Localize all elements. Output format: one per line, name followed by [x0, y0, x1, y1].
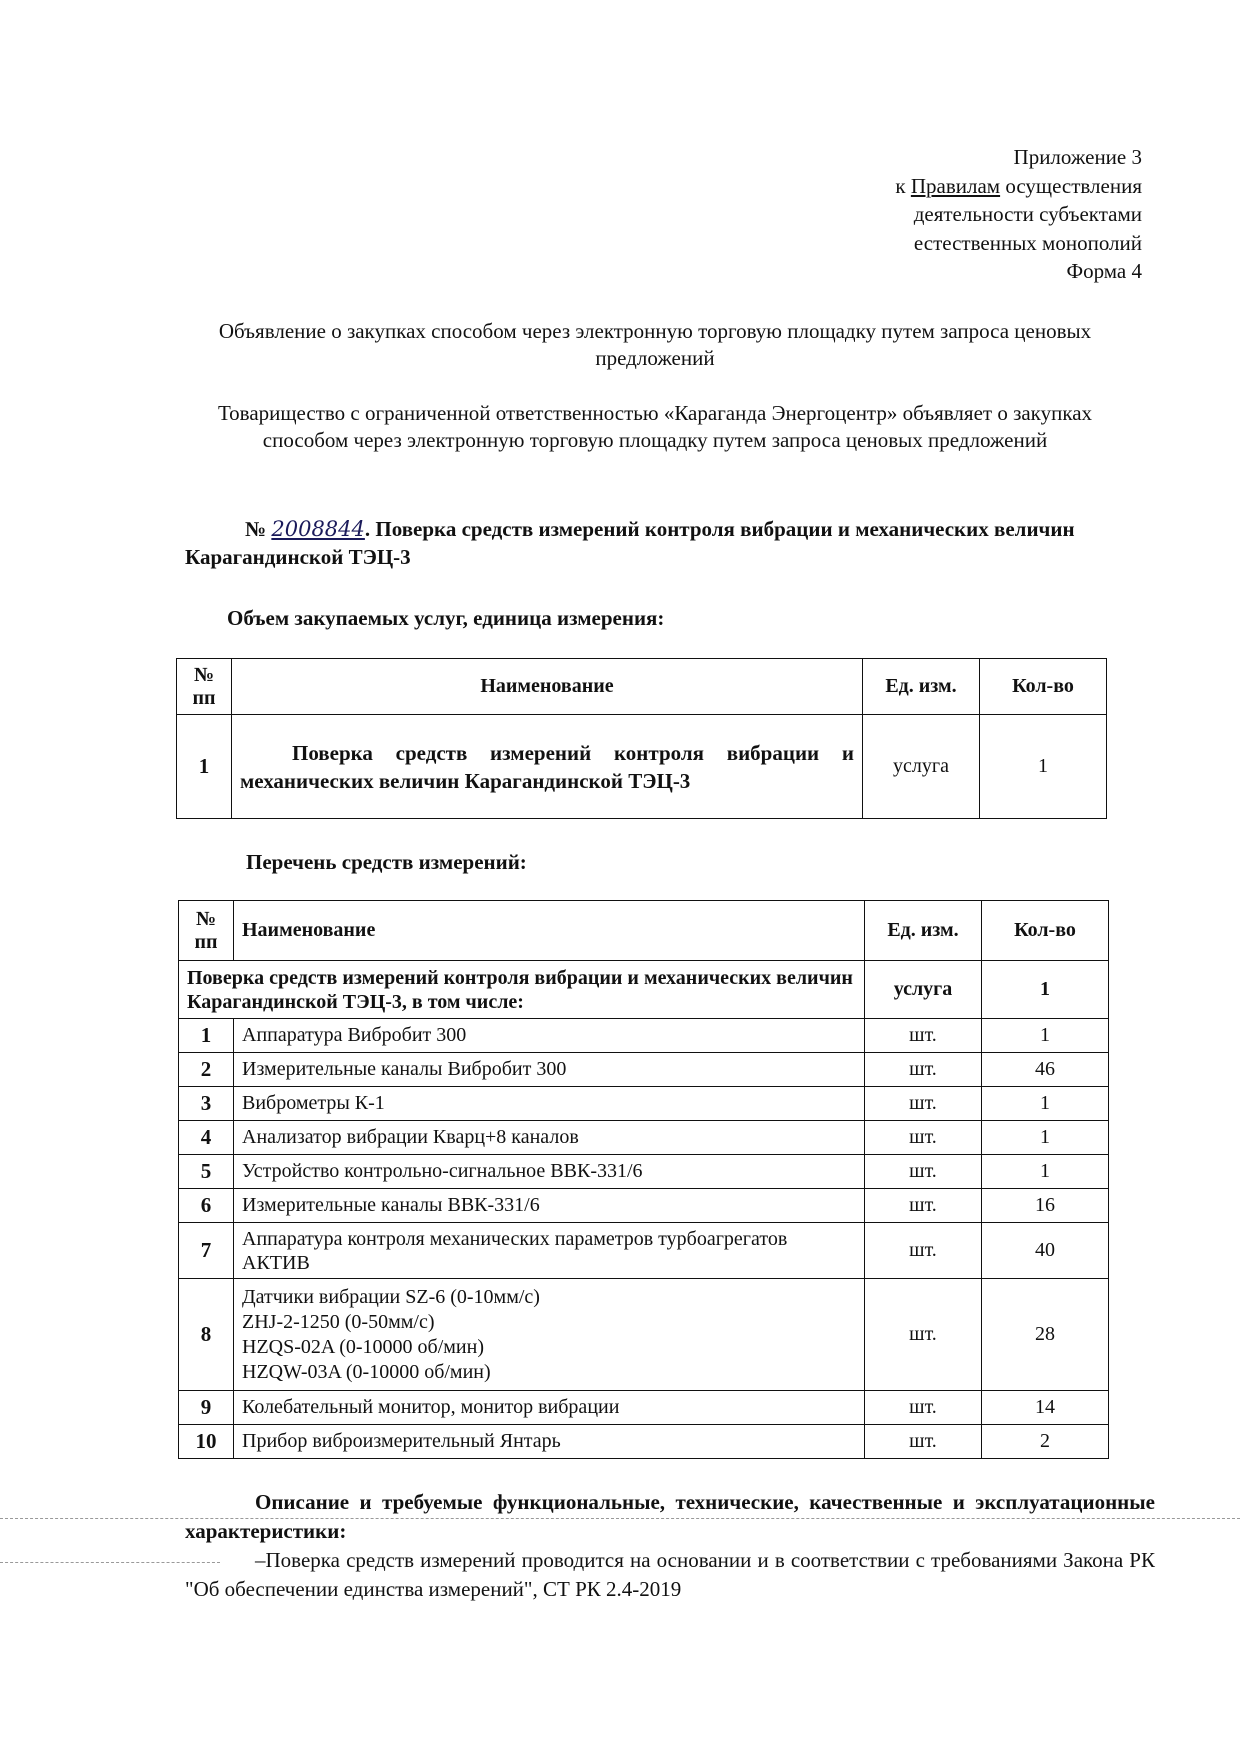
table-row — [179, 1425, 1109, 1459]
row-name: Виброметры К-1 — [234, 1087, 865, 1121]
description-section — [185, 1488, 1155, 1604]
table-row — [179, 1279, 1109, 1391]
row-qty: 1 — [980, 715, 1107, 819]
row-num: 3 — [179, 1087, 234, 1121]
col-unit-header: Ед. изм. — [863, 659, 980, 715]
row-qty: 1 — [982, 1019, 1109, 1053]
table-row — [179, 1391, 1109, 1425]
row-unit: шт. — [865, 1425, 982, 1459]
description-text: –Поверка средств измерений проводится на основании и в соответствии с требованиями Закона РК "Об обеспечении единства измерений", СТ РК 2.4-2019 — [185, 1548, 1155, 1601]
lot-title — [185, 515, 1150, 571]
row-name: Поверка средств измерений контроля вибрации и механических величин Карагандинской ТЭЦ-3 — [232, 715, 863, 819]
appendix-line-4: естественных монополий — [913, 230, 1142, 255]
appendix-rules-line: к Правилам осуществления — [895, 173, 1142, 198]
summary-unit: услуга — [865, 961, 982, 1019]
appendix-number: Приложение 3 — [1013, 145, 1142, 169]
row-qty: 28 — [982, 1279, 1109, 1391]
volume-table — [176, 658, 1107, 819]
description-heading: Описание и требуемые функциональные, технические, качественные и эксплуатационные характеристики: — [185, 1490, 1155, 1543]
table-row — [179, 1121, 1109, 1155]
table-row — [177, 715, 1107, 819]
col-qty-header: Кол-во — [982, 901, 1109, 961]
appendix-line-3: деятельности субъектами — [913, 202, 1142, 226]
table-row — [179, 1053, 1109, 1087]
row-name — [234, 1279, 865, 1391]
col-unit-header: Ед. изм. — [865, 901, 982, 961]
sensor-line: HZQW-03A (0-10000 об/мин) — [242, 1360, 491, 1383]
summary-name: Поверка средств измерений контроля вибрации и механических величин Карагандинской ТЭЦ-3, в том числе: — [179, 961, 865, 1019]
row-unit: шт. — [865, 1121, 982, 1155]
summary-qty: 1 — [982, 961, 1109, 1019]
row-qty: 1 — [982, 1121, 1109, 1155]
row-name: Измерительные каналы ВВК-331/6 — [234, 1189, 865, 1223]
row-num: 1 — [179, 1019, 234, 1053]
table-row — [179, 1155, 1109, 1189]
row-name: Колебательный монитор, монитор вибрации — [234, 1391, 865, 1425]
row-num: 10 — [179, 1425, 234, 1459]
row-unit: шт. — [865, 1053, 982, 1087]
col-num-header: № пп — [177, 659, 232, 715]
row-name: Устройство контрольно-сигнальное ВВК-331/6 — [234, 1155, 865, 1189]
lot-prefix: № — [245, 517, 267, 541]
row-qty: 16 — [982, 1189, 1109, 1223]
volume-heading: Объем закупаемых услуг, единица измерения: — [227, 606, 665, 630]
row-unit: шт. — [865, 1391, 982, 1425]
row-unit: услуга — [863, 715, 980, 819]
sensor-line: HZQS-02A (0-10000 об/мин) — [242, 1335, 485, 1358]
col-qty-header: Кол-во — [980, 659, 1107, 715]
table-row — [179, 1087, 1109, 1121]
appendix-header — [895, 143, 1142, 286]
row-qty: 40 — [982, 1223, 1109, 1279]
instruments-table — [178, 900, 1109, 1459]
row-num: 9 — [179, 1391, 234, 1425]
row-num: 5 — [179, 1155, 234, 1189]
row-unit: шт. — [865, 1087, 982, 1121]
row-num: 4 — [179, 1121, 234, 1155]
col-name-header: Наименование — [234, 901, 865, 961]
table-row — [179, 1189, 1109, 1223]
table-row — [179, 1019, 1109, 1053]
list-heading: Перечень средств измерений: — [246, 850, 527, 874]
row-name: Аппаратура Вибробит 300 — [234, 1019, 865, 1053]
row-unit: шт. — [865, 1223, 982, 1279]
row-num: 6 — [179, 1189, 234, 1223]
row-name: Прибор виброизмерительный Янтарь — [234, 1425, 865, 1459]
row-unit: шт. — [865, 1155, 982, 1189]
row-unit: шт. — [865, 1189, 982, 1223]
rules-link[interactable]: Правилам — [910, 173, 1001, 198]
announcement-title: Объявление о закупках способом через электронную торговую площадку путем запроса ценовых предложений — [218, 319, 1092, 370]
row-qty: 1 — [982, 1087, 1109, 1121]
row-num: 7 — [179, 1223, 234, 1279]
announcement-text: Товарищество с ограниченной ответственностью «Караганда Энергоцентр» объявляет о закупках способом через электронную торговую площадку путем запроса ценовых предложений — [217, 401, 1093, 452]
row-qty: 2 — [982, 1425, 1109, 1459]
col-num-header: № пп — [179, 901, 234, 961]
row-name: Анализатор вибрации Кварц+8 каналов — [234, 1121, 865, 1155]
row-qty: 14 — [982, 1391, 1109, 1425]
sensor-line: Датчики вибрации SZ-6 (0-10мм/с) — [242, 1285, 540, 1308]
row-qty: 46 — [982, 1053, 1109, 1087]
row-num: 8 — [179, 1279, 234, 1391]
table-row — [179, 1223, 1109, 1279]
row-unit: шт. — [865, 1019, 982, 1053]
row-name: Измерительные каналы Вибробит 300 — [234, 1053, 865, 1087]
sensor-line: ZHJ-2-1250 (0-50мм/с) — [242, 1310, 435, 1333]
col-name-header: Наименование — [232, 659, 863, 715]
lot-number: 2008844 — [271, 517, 365, 541]
volume-table-header — [177, 659, 1107, 715]
row-name: Аппаратура контроля механических параметров турбоагрегатов АКТИВ — [234, 1223, 865, 1279]
instruments-table-header — [179, 901, 1109, 961]
lot-name: . Поверка средств измерений контроля вибрации и механических величин Карагандинской ТЭЦ-3 — [185, 517, 1075, 569]
row-qty: 1 — [982, 1155, 1109, 1189]
row-num: 2 — [179, 1053, 234, 1087]
table-row-summary — [179, 961, 1109, 1019]
row-num: 1 — [177, 715, 232, 819]
row-unit: шт. — [865, 1279, 982, 1391]
form-number: Форма 4 — [1066, 259, 1142, 283]
